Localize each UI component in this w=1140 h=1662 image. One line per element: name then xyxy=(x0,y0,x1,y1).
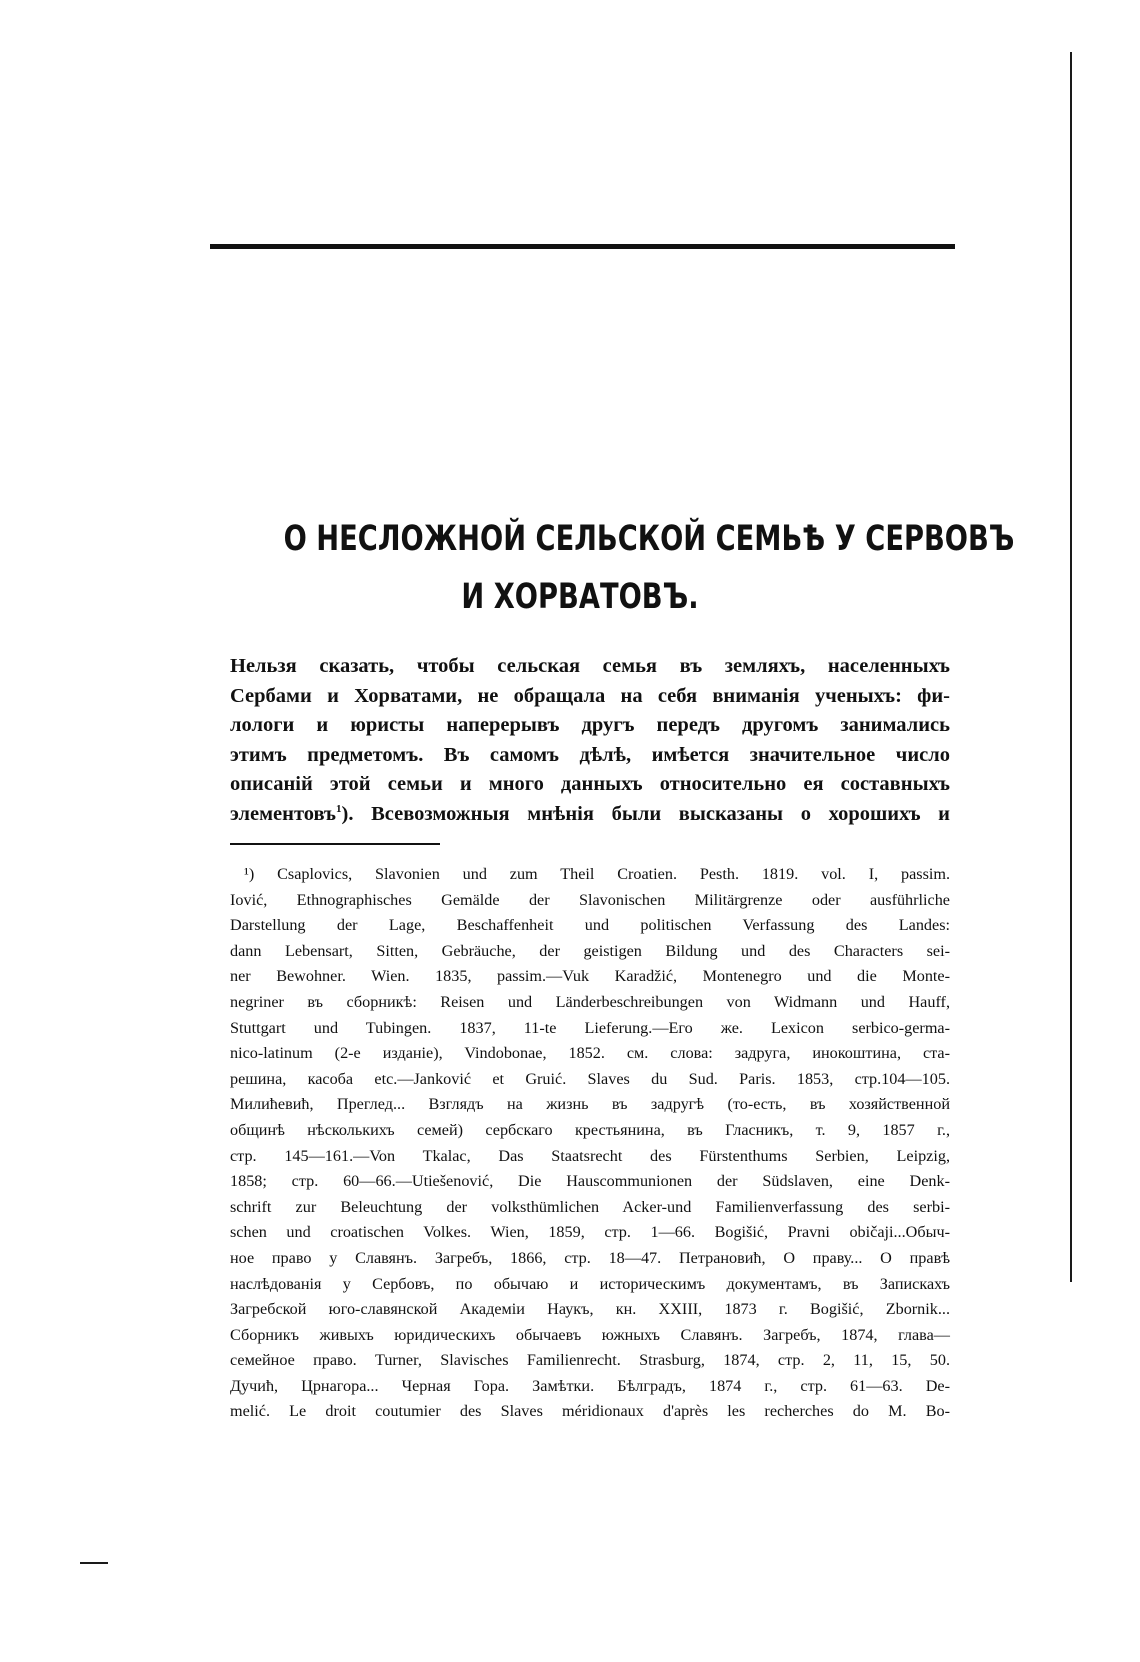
footnote-line: Darstellung der Lage, Beschaffenheit und politischen Verfassung des Landes: xyxy=(230,916,950,935)
footnote-line: наслѣдованія у Сербовъ, по обычаю и историческимъ документамъ, въ Запискахъ xyxy=(230,1274,950,1293)
footnote-line: ное право у Славянъ. Загребъ, 1866, стр. 18—47. Петрановић, О праву... О правѣ xyxy=(230,1248,950,1267)
footnote-line: 1858; стр. 60—66.—Utiešenović, Die Hauscommunionen der Südslaven, eine Denk- xyxy=(230,1172,950,1191)
scan-margin-line xyxy=(1070,52,1072,1282)
footnote-line: dann Lebensart, Sitten, Gebräuche, der geistigen Bildung und des Characters sei- xyxy=(230,941,950,960)
title-line-2: И ХОРВАТОВЪ. xyxy=(461,577,699,617)
body-line: Нельзя сказать, чтобы сельская семья въ земляхъ, населенныхъ xyxy=(230,655,950,677)
footnote-line: Сборникъ живыхъ юридическихъ обычаевъ южныхъ Славянъ. Загребъ, 1874, глава— xyxy=(230,1325,950,1344)
body-line: Сербами и Хорватами, не обращала на себя вниманія ученыхъ: фи- xyxy=(230,684,950,707)
body-line-start: элементовъ xyxy=(230,802,337,825)
footnote-line: стр. 145—161.—Von Tkalac, Das Staatsrecht des Fürstenthums Serbien, Leipzig, xyxy=(230,1146,950,1165)
footnote-text: Csaplovics, Slavonien und zum Theil Croatien. Pesth. 1819. vol. I, passim. xyxy=(277,865,950,883)
footnote-line: ner Bewohner. Wien. 1835, passim.—Vuk Karadžić, Montenegro und die Monte- xyxy=(230,967,950,986)
footnote-line: Дучић, Црнагора... Черная Гора. Замѣтки. Бѣлградъ, 1874 г., стр. 61—63. De- xyxy=(230,1376,950,1395)
body-line: описаній этой семьи и много данныхъ относительно ея составныхъ xyxy=(230,773,950,795)
body-line: этимъ предметомъ. Въ самомъ дѣлѣ, имѣется значительное число xyxy=(230,743,950,766)
footnotes xyxy=(230,862,950,1425)
article-title xyxy=(283,510,1015,626)
footnote-line: nico-latinum (2-е изданіе), Vindobonae, 1852. см. слова: задруга, инокоштина, ста- xyxy=(230,1044,950,1063)
body-line: лологи и юристы наперерывъ другъ передъ другомъ занимались xyxy=(230,714,950,736)
footnote-line: Загребской юго-славянской Академіи Наукъ, кн. XXIII, 1873 г. Bogišić, Zbornik... xyxy=(230,1300,950,1319)
body-line-with-footnote-ref xyxy=(230,800,950,830)
body-line-end: ). Всевозможныя мнѣнія были высказаны о хорошихъ и xyxy=(341,802,950,825)
footnote-line: общинѣ нѣсколькихъ семей) сербскаго крестьянина, въ Гласникъ, т. 9, 1857 г., xyxy=(230,1120,950,1139)
footnote-marker: ¹) xyxy=(244,865,255,883)
footnote-ref: 1 xyxy=(336,802,342,815)
body-paragraph xyxy=(230,652,950,829)
footnote-line: melić. Le droit coutumier des Slaves méridionaux d'après les recherches do M. Bo- xyxy=(230,1402,950,1421)
footnote-line: Милићевић, Преглед... Взглядъ на жизнь въ задругѣ (то-есть, въ хозяйственной xyxy=(230,1095,950,1114)
footnote-line xyxy=(230,862,950,888)
header-rule xyxy=(210,244,955,249)
footnote-line: Iović, Ethnographisches Gemälde der Slavonischen Militärgrenze oder ausführliche xyxy=(230,890,950,909)
footnote-line: negriner въ сборникѣ: Reisen und Länderbeschreibungen von Widmann und Hauff, xyxy=(230,992,950,1011)
title-line-1: О НЕСЛОЖНОЙ СЕЛЬСКОЙ СЕМЬѢ У СЕРВОВЪ xyxy=(283,519,1015,559)
footnote-line: семейное право. Turner, Slavisches Familienrecht. Strasburg, 1874, стр. 2, 11, 15, 50. xyxy=(230,1351,950,1370)
footnote-line: Stuttgart und Tubingen. 1837, 11-te Lieferung.—Его же. Lexicon serbico-germa- xyxy=(230,1018,950,1037)
footnote-line: решина, касоба etc.—Janković et Gruić. Slaves du Sud. Paris. 1853, стр.104—105. xyxy=(230,1069,950,1088)
footnote-line: schen und croatischen Volkes. Wien, 1859, стр. 1—66. Bogišić, Pravni običaji...Обыч- xyxy=(230,1223,950,1242)
footnote-line: schrift zur Beleuchtung der volksthümlichen Acker-und Familienverfassung des serbi- xyxy=(230,1197,950,1216)
scan-margin-dash xyxy=(80,1562,108,1564)
footnote-rule xyxy=(230,843,440,845)
